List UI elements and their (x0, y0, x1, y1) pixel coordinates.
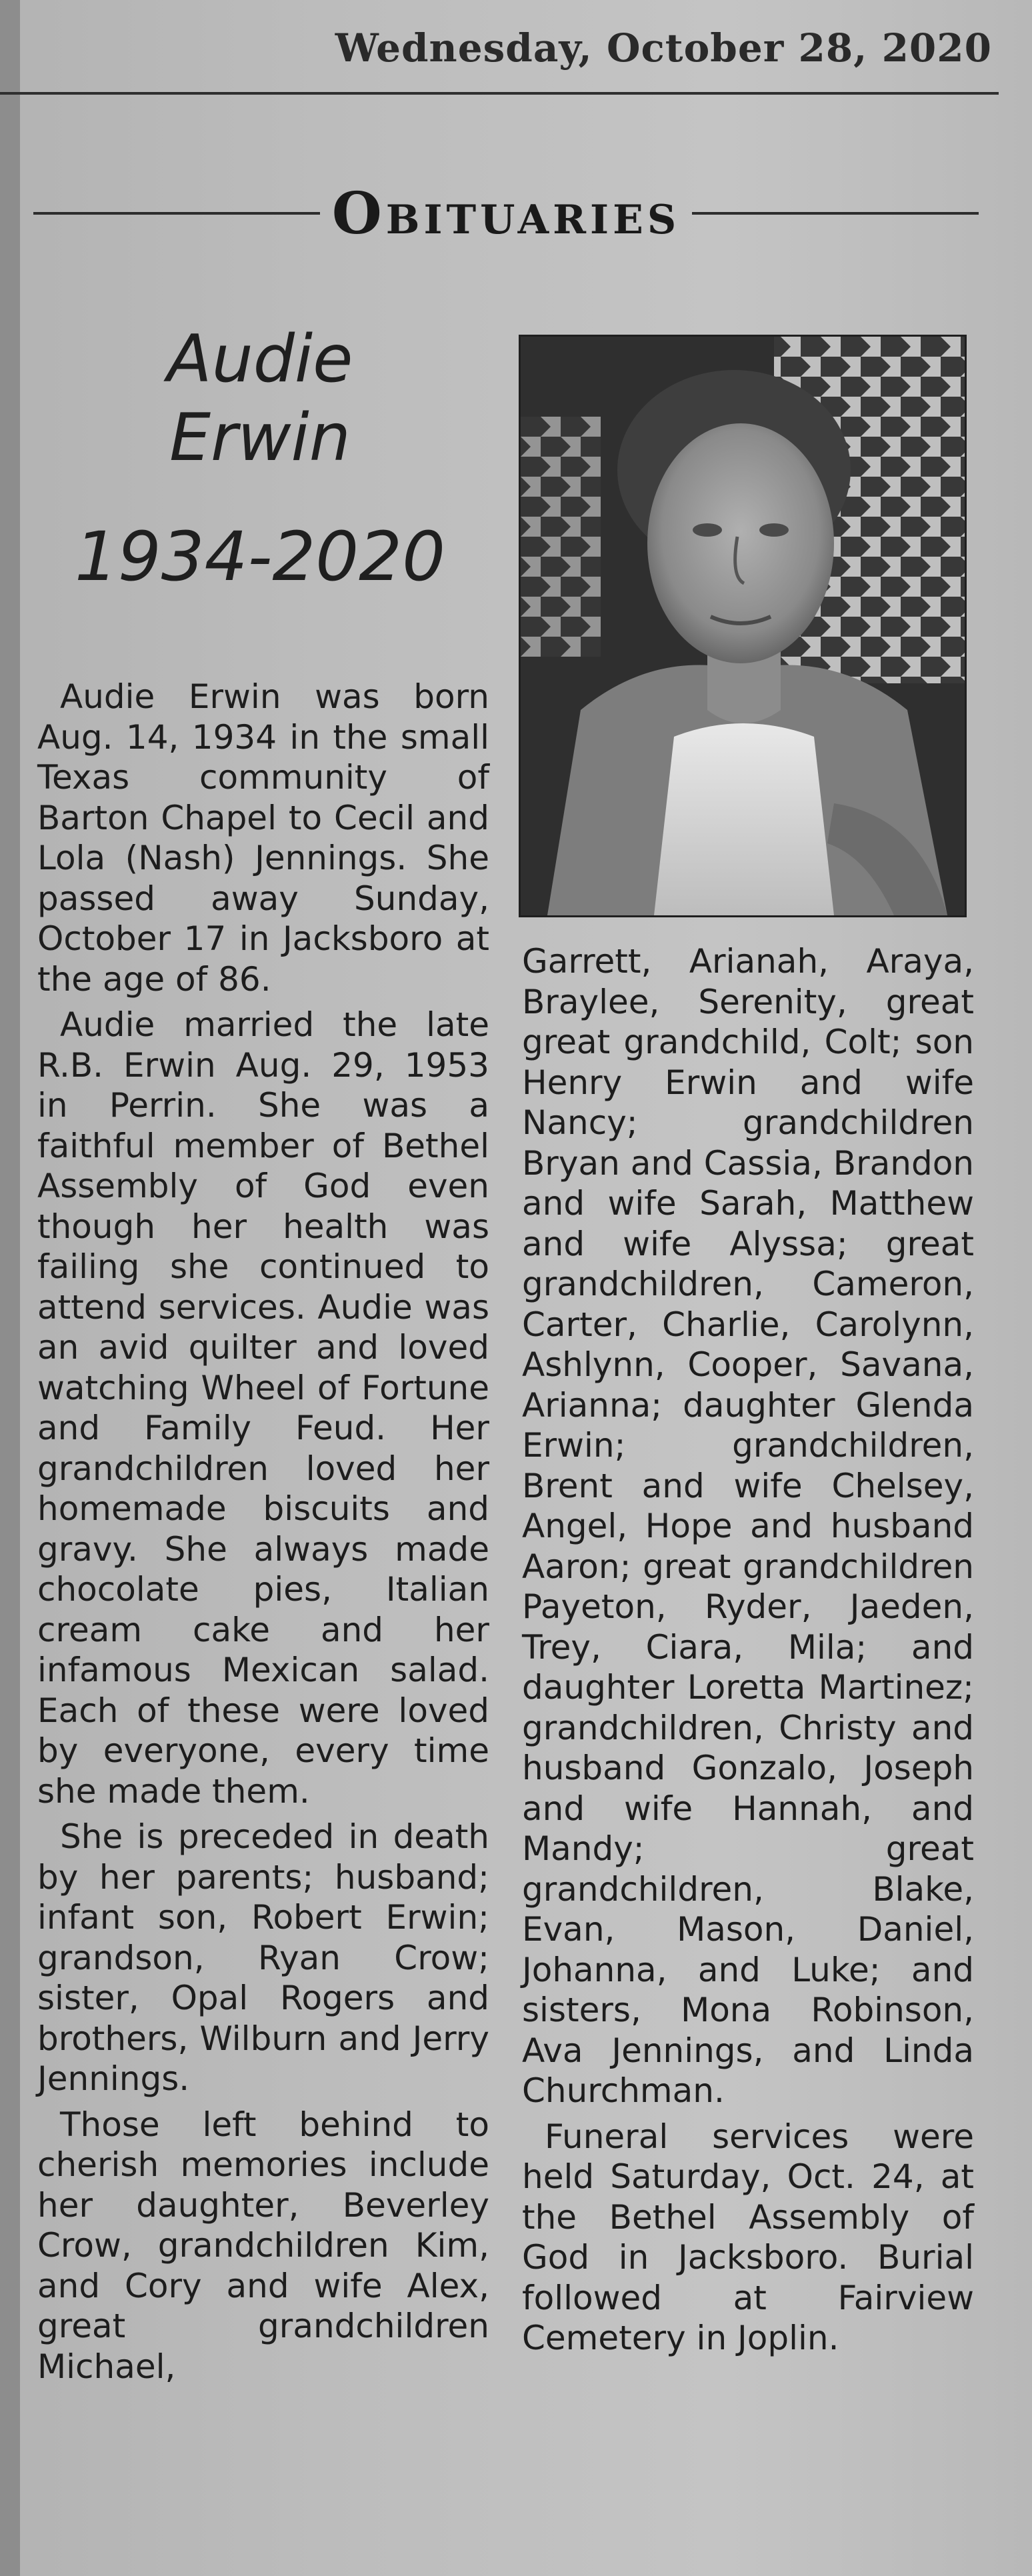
paragraph-birth: Audie Erwin was born Aug. 14, 1934 in the small Texas community of Barton Chapel to Cecil and Lola (Nash) Jennings. She passed away Sunday, October 17 in Jacksboro at the age of 86. (37, 677, 489, 999)
portrait-illustration (521, 337, 965, 915)
paragraph-life: Audie married the late R.B. Erwin Aug. 29, 1953 in Perrin. She was a faithful member of Bethel Assembly of God even though her health was failing she continued to attend services. Audie was an avid quilter and loved watching Wheel of Fortune and Family Feud. Her grandchildren loved her homemade biscuits and gravy. She always made chocolate pies, Italian cream cake and her infamous Mexican salad. Each of these were loved by everyone, every time she made them. (37, 1005, 489, 1811)
obituary-heading (40, 320, 480, 597)
header-rule (0, 92, 999, 95)
paragraph-funeral: Funeral services were held Saturday, Oct. 24, at the Bethel Assembly of God in Jacksboro. Burial followed at Fairview Cemetery in Joplin. (522, 2117, 974, 2357)
heading-rule-left (33, 212, 320, 215)
last-name: Erwin (169, 400, 351, 476)
heading-rule-right (692, 212, 979, 215)
portrait-photo (519, 335, 967, 917)
first-name: Audie (167, 321, 353, 397)
obituary-column-left (37, 677, 489, 2392)
obituary-column-right (522, 941, 974, 2364)
paragraph-survivors-continued: Garrett, Arianah, Araya, Braylee, Serenity, great great grandchild, Colt; son Henry Erwin and wife Nancy; grandchildren Bryan and Cassia, Brandon and wife Sarah, Matthew and wife Alyssa; great grandchildren, Cameron, Carter, Charlie, Carolynn, Ashlynn, Cooper, Savana, Arianna; daughter Glenda Erwin; grandchildren, Brent and wife Chelsey, Angel, Hope and husband Aaron; great grandchildren Payeton, Ryder, Jaeden, Trey, Ciara, Mila; and daughter Loretta Martinez; grandchildren, Christy and husband Gonzalo, Joseph and wife Hannah, and Mandy; great grandchildren, Blake, Evan, Mason, Daniel, Johanna, and Luke; and sisters, Mona Robinson, Ava Jennings, and Linda Churchman. (522, 942, 974, 2110)
dateline: Wednesday, October 28, 2020 (335, 25, 992, 71)
page-edge-shadow (0, 0, 20, 2576)
life-years: 1934-2020 (75, 517, 445, 597)
paragraph-preceded: She is preceded in death by her parents; husband; infant son, Robert Erwin; grandson, Ryan Crow; sister, Opal Rogers and brothers, Wilburn and Jerry Jennings. (37, 1817, 489, 2098)
section-title: Obituaries (331, 179, 681, 247)
section-heading (33, 170, 979, 257)
paragraph-survivors-start: Those left behind to cherish memories include her daughter, Beverley Crow, grandchildren Kim, and Cory and wife Alex, great grandchildren Michael, (37, 2105, 489, 2386)
